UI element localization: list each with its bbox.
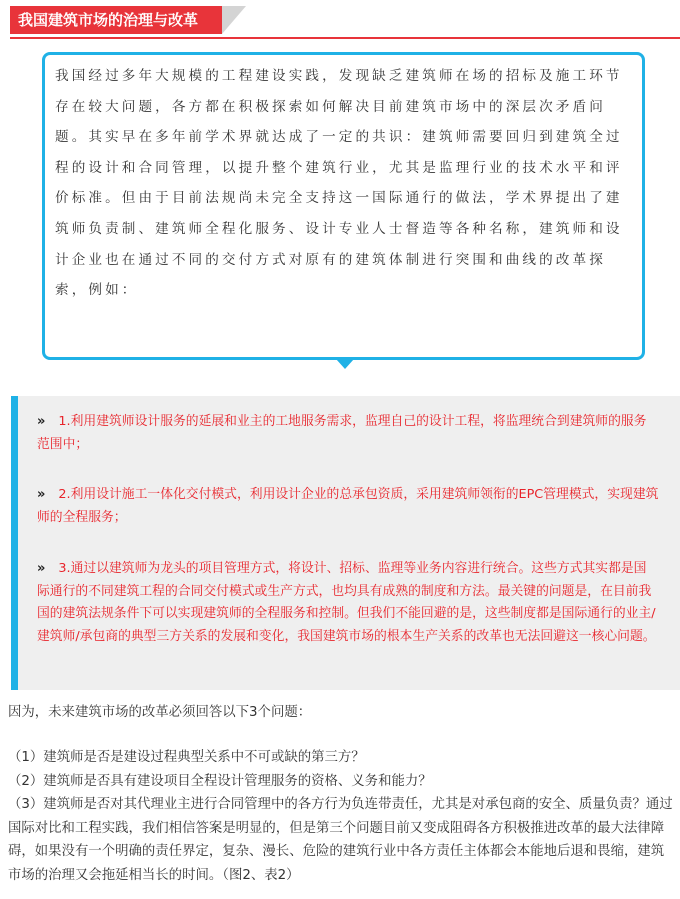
title-tab-corner [222,6,246,34]
list-accent-bar [11,396,18,690]
question-1: （1）建筑师是否是建设过程典型关系中不可或缺的第三方？ [8,750,365,765]
double-chevron-icon: » [37,561,45,576]
list-item [37,411,659,456]
callout-pointer [336,359,354,369]
list-item-text: 2.利用设计施工一体化交付模式，利用设计企业的总承包资质，采用建筑师领衔的EPC管理模式，实现建筑师的全程服务； [37,487,659,525]
section-title: 我国建筑市场的治理与改革 [10,6,222,34]
list-item-text: 3.通过以建筑师为龙头的项目管理方式，将设计、招标、监理等业务内容进行统合。这些方式其实都是国际通行的不同建筑工程的合同交付模式或生产方式，也均具有成熟的制度和方法。最关键的问题是，在目前我国的建筑法规条件下可以实现建筑师的全程服务和控制。但我们不能回避的是，这些制度都是国际通行的业主/建筑师/承包商的典型三方关系的发展和变化，我国建筑市场的根本生产关系的改革也无法回避这一核心问题。 [37,561,656,644]
question-3: （3）建筑师是否对其代理业主进行合同管理中的各方行为负连带责任，尤其是对承包商的安全、质量负责？通过国际对比和工程实践，我们相信答案是明显的，但是第三个问题目前又变成阻碍各方积极推进改革的最大法律障碍，如果没有一个明确的责任界定，复杂、漫长、危险的建筑行业中各方责任主体都会本能地后退和畏缩，建筑市场的治理又会拖延相当长的时间。（图2、表2） [8,797,673,883]
double-chevron-icon: » [37,487,45,502]
questions-intro: 因为，未来建筑市场的改革必须回答以下3个问题： [8,705,312,720]
double-chevron-icon: » [37,414,45,429]
questions-list [8,746,674,887]
question-2: （2）建筑师是否具有建设项目全程设计管理服务的资格、义务和能力？ [8,773,432,789]
intro-callout [42,52,645,360]
header-underline [10,37,680,39]
list-item [37,558,659,648]
example-list [11,396,680,690]
intro-paragraph: 我国经过多年大规模的工程建设实践，发现缺乏建筑师在场的招标及施工环节存在较大问题，各方都在积极探索如何解决目前建筑市场中的深层次矛盾问题。其实早在多年前学术界就达成了一定的共识：建筑师需要回归到建筑全过程的设计和合同管理，以提升整个建筑行业，尤其是监理行业的技术水平和评价标准。但由于目前法规尚未完全支持这一国际通行的做法，学术界提出了建筑师负责制、建筑师全程化服务、设计专业人士督造等各种名称，建筑师和设计企业也在通过不同的交付方式对原有的建筑体制进行突围和曲线的改革探索，例如： [55,68,623,299]
list-item-text: 1.利用建筑师设计服务的延展和业主的工地服务需求，监理自己的设计工程，将监理统合到建筑师的服务范围中； [37,414,647,452]
list-item [37,484,659,529]
section-header [10,6,680,40]
